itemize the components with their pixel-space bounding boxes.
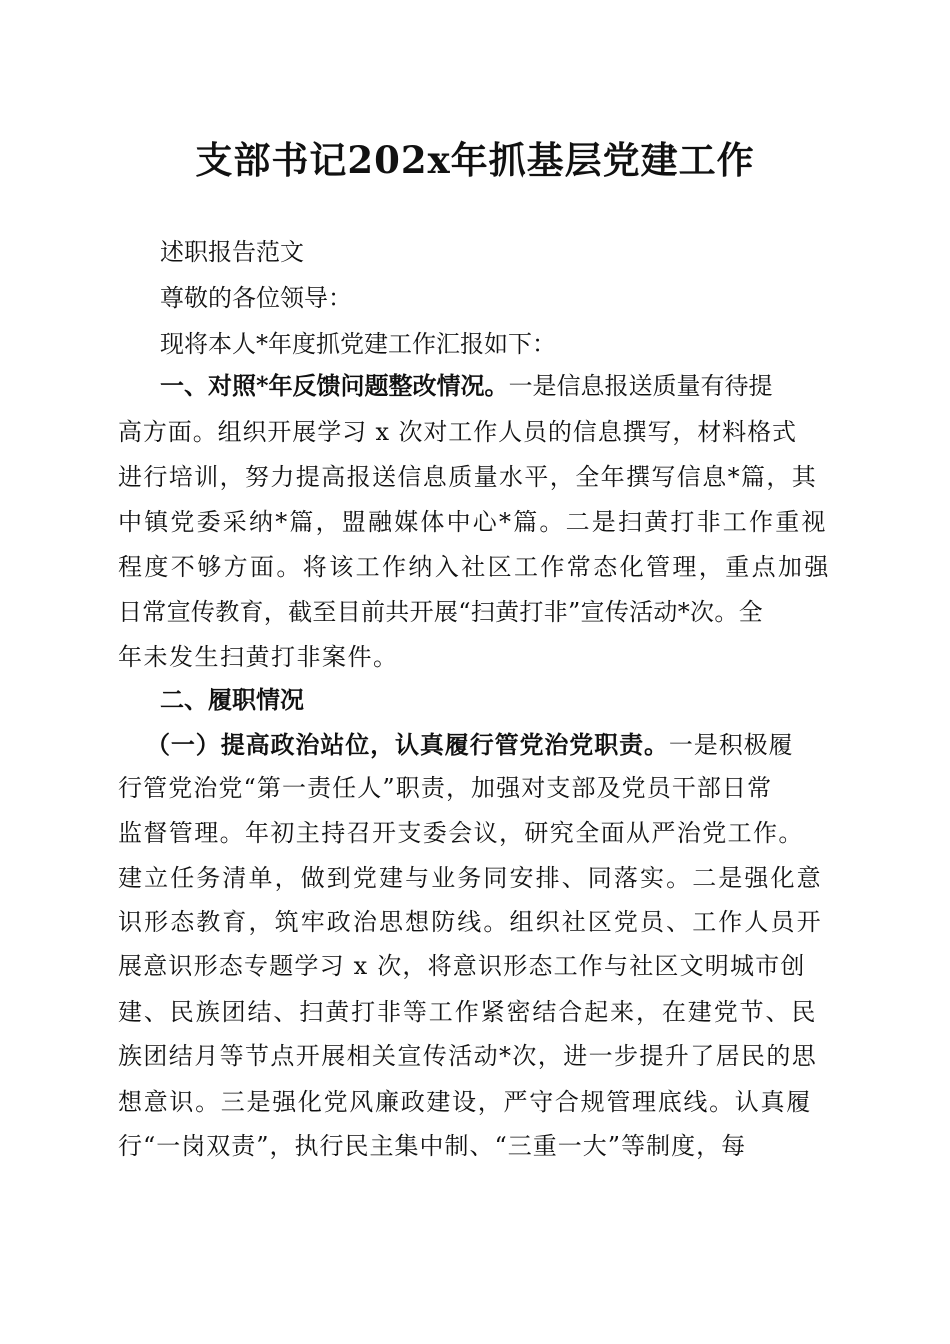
section2-sub1-heading: （一）提高政治站位，认真履行管党治党职责。 — [146, 730, 669, 759]
paragraph-line — [0, 1034, 950, 1078]
salutation-line — [0, 276, 950, 320]
section1-line-2: 进行培训，努力提高报送信息质量水平，全年撰写信息*篇，其 — [118, 463, 818, 491]
section1-line-1: 高方面。组织开展学习 x 次对工作人员的信息撰写，材料格式 — [118, 418, 797, 446]
document-subtitle: 述职报告范文 — [160, 238, 304, 266]
paragraph-line — [0, 944, 950, 988]
intro-text: 现将本人*年度抓党建工作汇报如下： — [160, 330, 556, 358]
paragraph-line — [0, 545, 950, 589]
section2-line-9: 行“一岗双责”，执行民主集中制、“三重一大”等制度，每 — [118, 1132, 747, 1160]
paragraph-line — [0, 900, 950, 944]
paragraph-line — [0, 500, 950, 544]
section2-line-2: 监督管理。年初主持召开支委会议，研究全面从严治党工作。 — [118, 819, 804, 847]
section2-line-3: 建立任务清单，做到党建与业务同安排、同落实。二是强化意 — [118, 864, 823, 892]
section1-first-line — [0, 364, 950, 408]
section2-heading-line — [0, 678, 950, 722]
section2-line-1: 行管党治党“第一责任人”职责，加强对支部及党员干部日常 — [118, 774, 773, 802]
section1-line-0: 一是信息报送质量有待提 — [508, 372, 773, 400]
section2-line-6: 建、民族团结、扫黄打非等工作紧密结合起来，在建党节、民 — [118, 998, 818, 1026]
section2-line-8: 想意识。三是强化党风廉政建设，严守合规管理底线。认真履 — [118, 1088, 812, 1116]
section1-line-6: 年未发生扫黄打非案件。 — [118, 643, 399, 671]
paragraph-line — [0, 1080, 950, 1124]
section1-line-3: 中镇党委采纳*篇，盟融媒体中心*篇。二是扫黄打非工作重视 — [118, 508, 828, 536]
section2-first-line — [0, 723, 950, 767]
paragraph-line — [0, 1124, 950, 1168]
section1-line-4: 程度不够方面。将该工作纳入社区工作常态化管理，重点加强 — [118, 553, 831, 581]
paragraph-line — [0, 990, 950, 1034]
salutation: 尊敬的各位领导： — [160, 284, 352, 312]
section2-line-0: 一是积极履 — [668, 731, 794, 759]
paragraph-line — [0, 455, 950, 499]
intro-line — [0, 322, 950, 366]
paragraph-line — [0, 410, 950, 454]
subtitle-line — [0, 230, 950, 274]
paragraph-line — [0, 856, 950, 900]
section2-line-4: 识形态教育，筑牢政治思想防线。组织社区党员、工作人员开 — [118, 908, 823, 936]
section2-line-5: 展意识形态专题学习 x 次，将意识形态工作与社区文明城市创 — [118, 952, 806, 980]
paragraph-line — [0, 811, 950, 855]
section1-line-5: 日常宣传教育，截至目前共开展“扫黄打非”宣传活动*次。全 — [118, 598, 763, 626]
document-title: 支部书记202x年抓基层党建工作 — [195, 138, 755, 182]
section2-line-7: 族团结月等节点开展相关宣传活动*次，进一步提升了居民的思 — [118, 1042, 818, 1070]
paragraph-line — [0, 635, 950, 679]
section1-heading: 一、对照*年反馈问题整改情况。 — [160, 371, 509, 400]
section2-heading: 二、履职情况 — [160, 685, 304, 714]
paragraph-line — [0, 766, 950, 810]
paragraph-line — [0, 590, 950, 634]
